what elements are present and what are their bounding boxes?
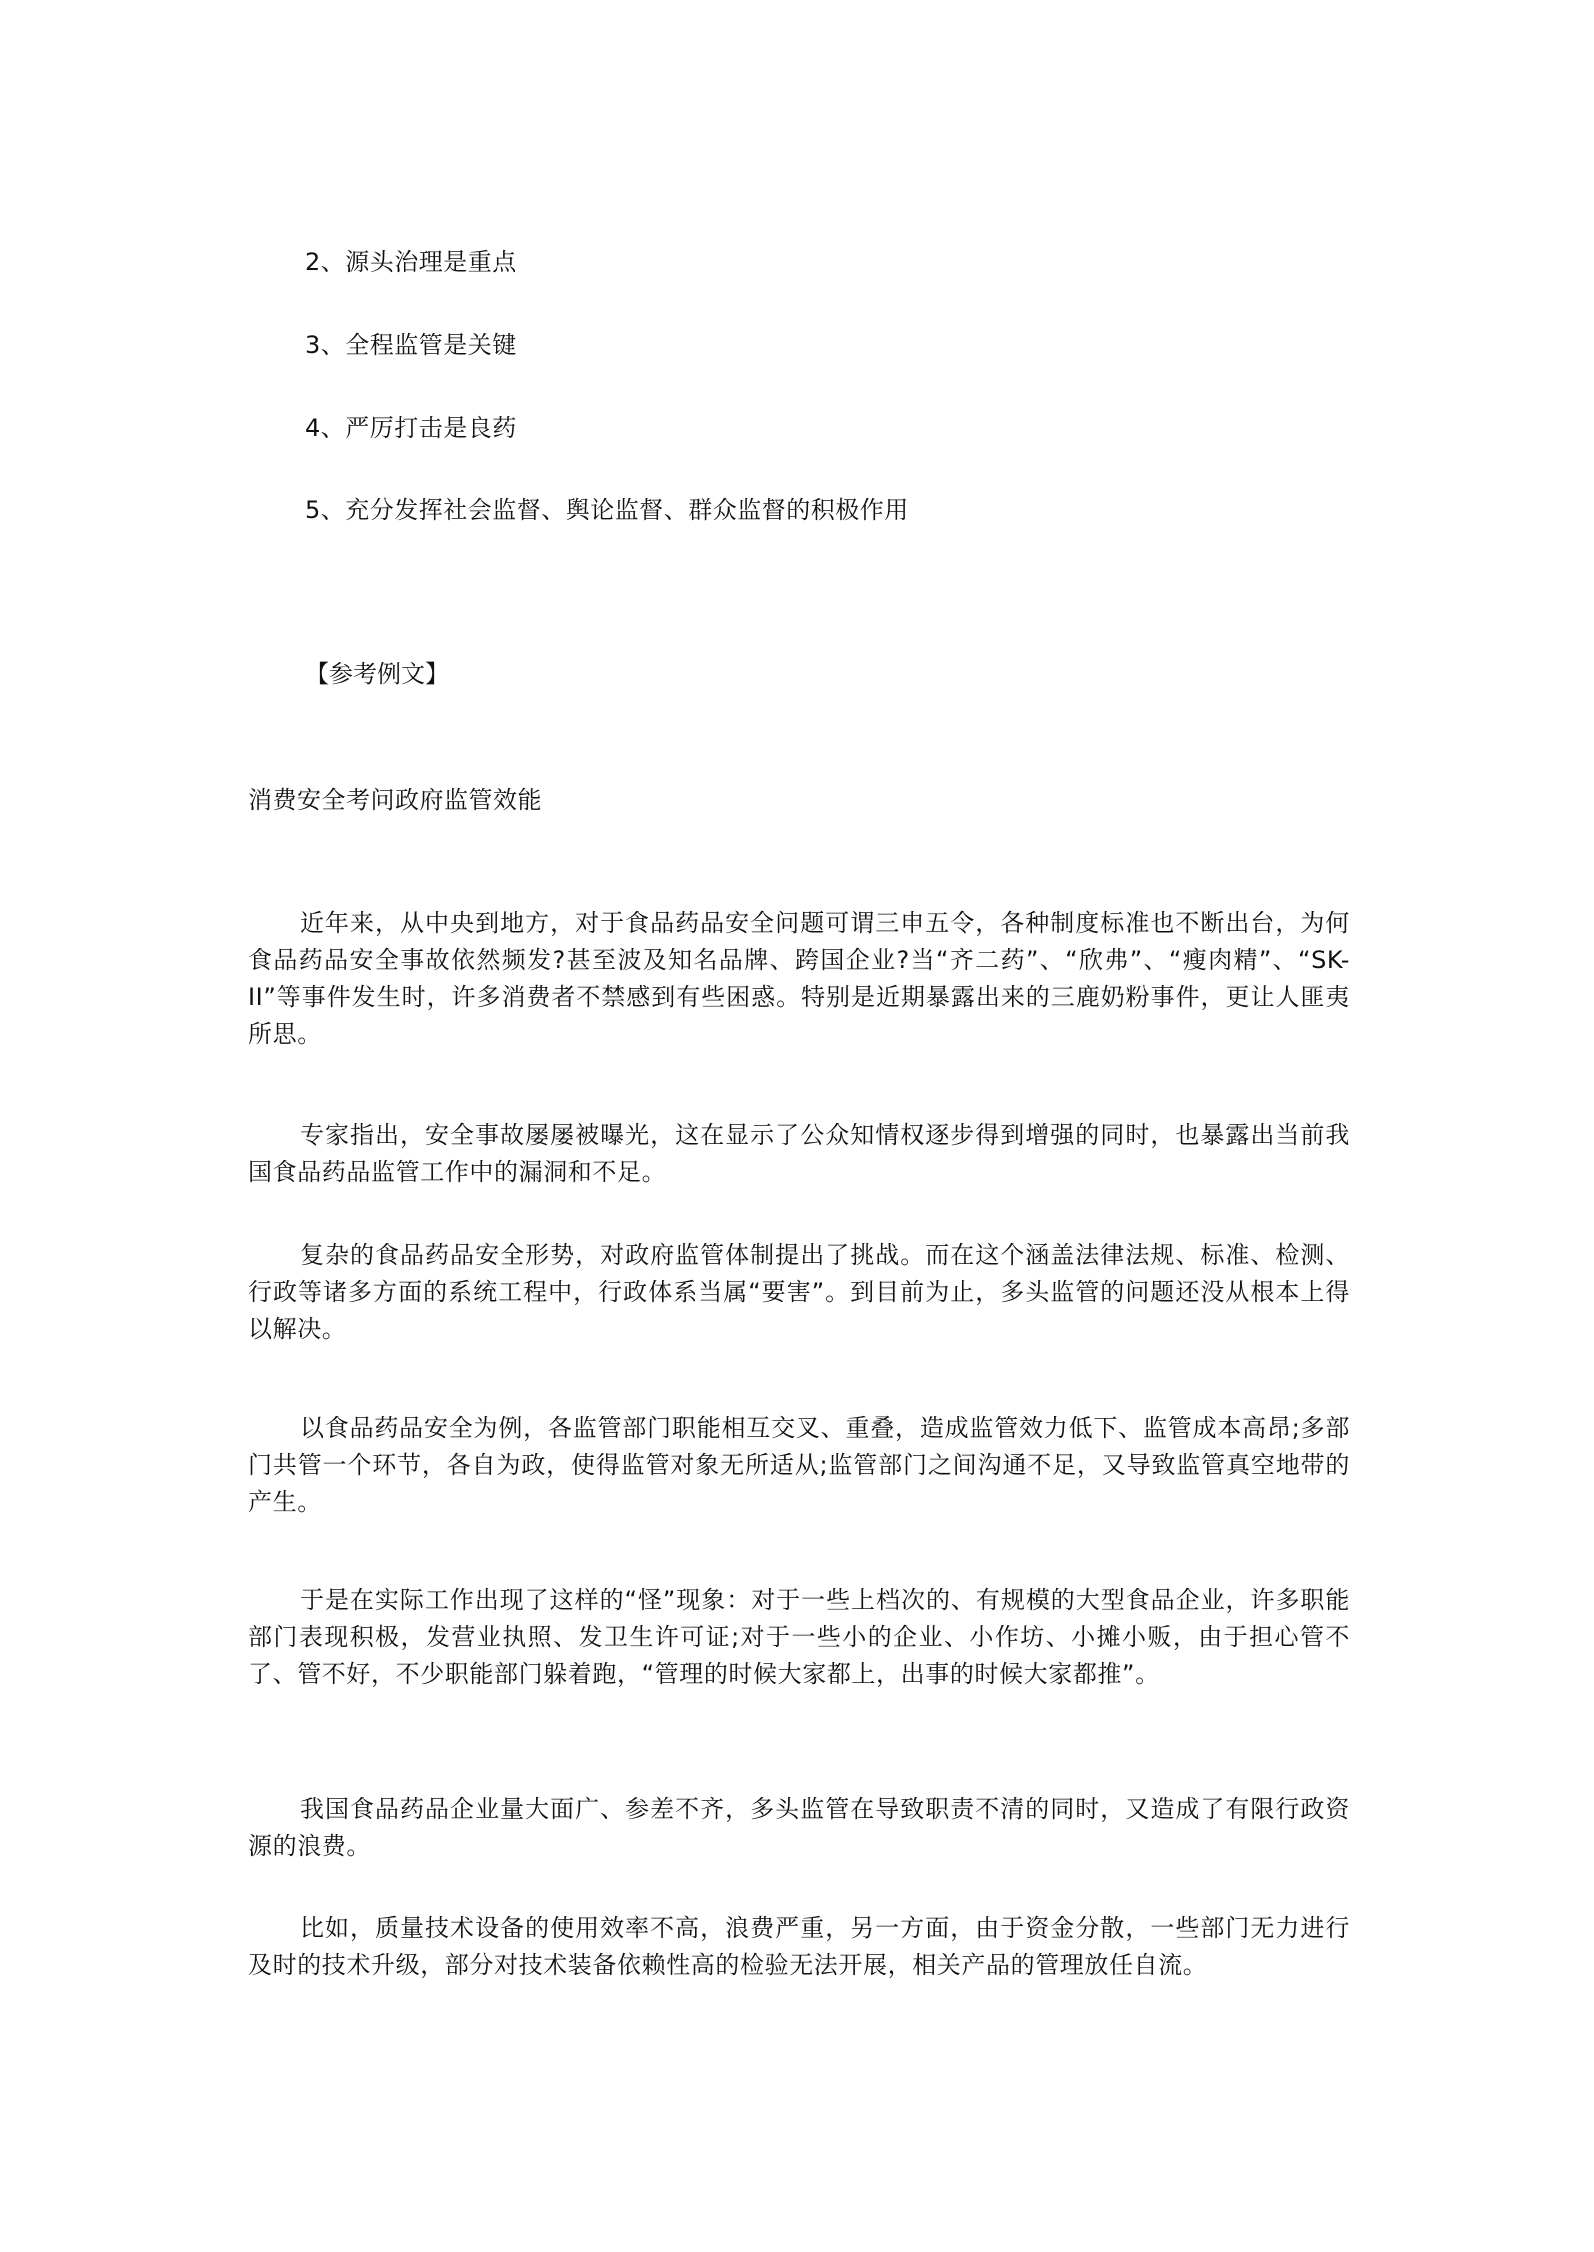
paragraph-2: 专家指出，安全事故屡屡被曝光，这在显示了公众知情权逐步得到增强的同时，也暴露出当前我国食品药品监管工作中的漏洞和不足。 — [248, 1121, 1350, 1186]
list-item-2: 2、源头治理是重点 — [305, 248, 517, 276]
list-item-4: 4、严厉打击是良药 — [305, 414, 517, 442]
paragraph-6: 我国食品药品企业量大面广、参差不齐，多头监管在导致职责不清的同时，又造成了有限行政资源的浪费。 — [248, 1795, 1350, 1860]
paragraph-1: 近年来，从中央到地方，对于食品药品安全问题可谓三申五令，各种制度标准也不断出台，为何食品药品安全事故依然频发?甚至波及知名品牌、跨国企业?当“齐二药”、“欣弗”、“瘦肉精”、“SK-II”等事件发生时，许多消费者不禁感到有些困惑。特别是近期暴露出来的三鹿奶粉事件，更让人匪夷所思。 — [248, 909, 1350, 1048]
paragraph-7: 比如，质量技术设备的使用效率不高，浪费严重，另一方面，由于资金分散，一些部门无力进行及时的技术升级，部分对技术装备依赖性高的检验无法开展，相关产品的管理放任自流。 — [248, 1914, 1350, 1979]
paragraph-5: 于是在实际工作出现了这样的“怪”现象：对于一些上档次的、有规模的大型食品企业，许多职能部门表现积极，发营业执照、发卫生许可证;对于一些小的企业、小作坊、小摊小贩，由于担心管不了、管不好，不少职能部门躲着跑，“管理的时候大家都上，出事的时候大家都推”。 — [248, 1586, 1350, 1688]
article-title: 消费安全考问政府监管效能 — [248, 786, 542, 814]
paragraph-3: 复杂的食品药品安全形势，对政府监管体制提出了挑战。而在这个涵盖法律法规、标准、检测、行政等诸多方面的系统工程中，行政体系当属“要害”。到目前为止，多头监管的问题还没从根本上得以解决。 — [248, 1241, 1350, 1343]
list-item-3: 3、全程监管是关键 — [305, 331, 517, 359]
reference-heading: 【参考例文】 — [305, 660, 449, 688]
list-item-5: 5、充分发挥社会监督、舆论监督、群众监督的积极作用 — [305, 496, 909, 524]
paragraph-4: 以食品药品安全为例，各监管部门职能相互交叉、重叠，造成监管效力低下、监管成本高昂;多部门共管一个环节，各自为政，使得监管对象无所适从;监管部门之间沟通不足，又导致监管真空地带的产生。 — [248, 1414, 1350, 1516]
